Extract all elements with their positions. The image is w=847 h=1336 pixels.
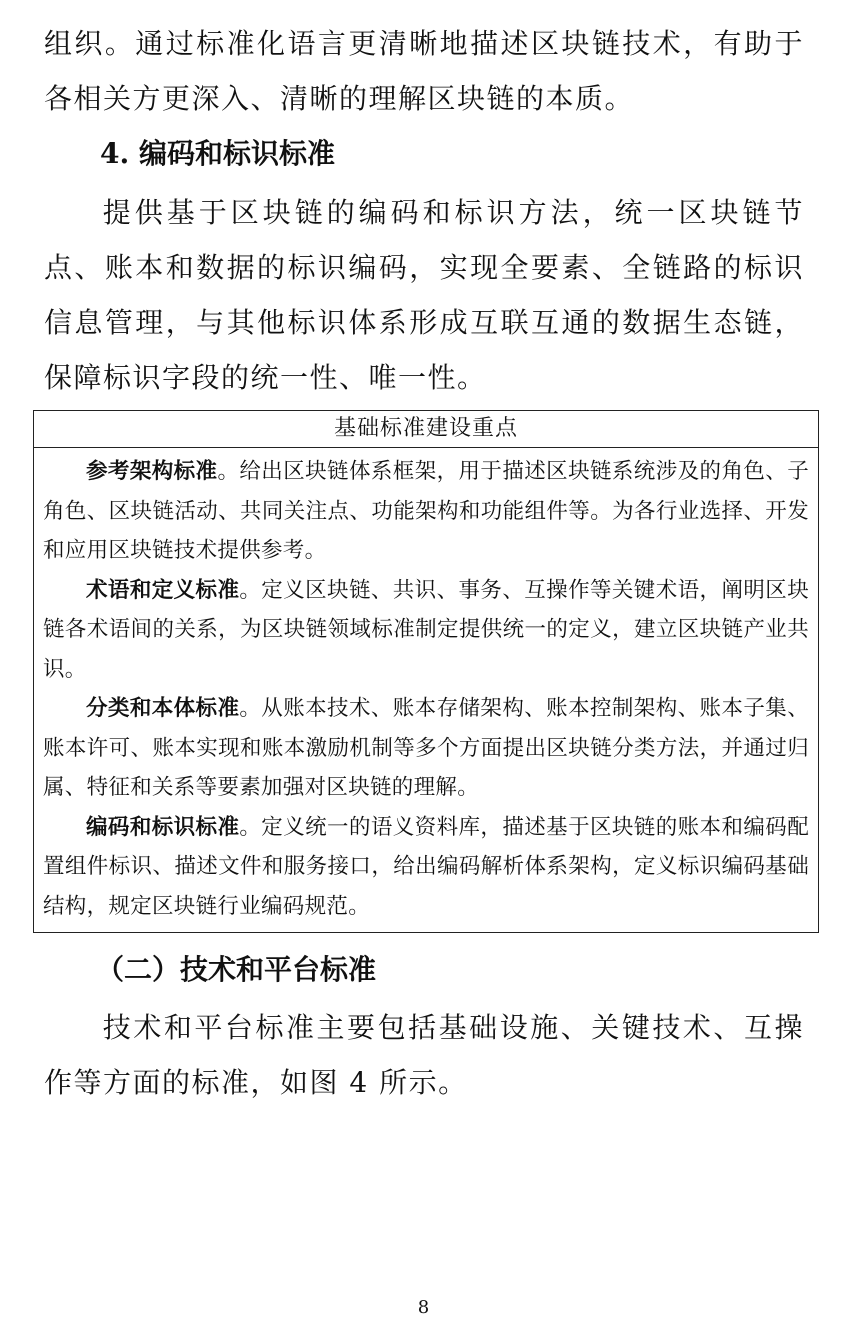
intro-paragraph: 组织。通过标准化语言更清晰地描述区块链技术，有助于各相关方更深入、清晰的理解区块链的本质。 [44, 27, 804, 115]
box-item-encoding [43, 808, 809, 927]
box-item-term: 编码和标识标准 [86, 814, 240, 840]
box-item-term: 术语和定义标准 [86, 577, 240, 603]
section-heading-technology-platform: （二）技术和平台标准 [96, 953, 377, 986]
box-item-text: 。定义区块链、共识、事务、互操作等关键术语，阐明区块链各术语间的关系，为区块链领域标准制定提供统一的定义，建立区块链产业共识。 [43, 577, 809, 682]
box-item-classification [43, 689, 809, 808]
box-item-reference-architecture [43, 452, 809, 571]
technology-platform-paragraph: 技术和平台标准主要包括基础设施、关键技术、互操作等方面的标准，如图 4 所示。 [44, 1011, 804, 1099]
box-item-text: 。给出区块链体系框架，用于描述区块链系统涉及的角色、子角色、区块链活动、共同关注点、功能架构和功能组件等。为各行业选择、开发和应用区块链技术提供参考。 [43, 459, 809, 563]
box-body [34, 448, 818, 926]
basic-standards-box [33, 410, 819, 933]
box-title: 基础标准建设重点 [34, 411, 818, 448]
box-item-term: 分类和本体标准 [86, 696, 240, 721]
box-item-text: 。定义统一的语义资料库，描述基于区块链的账本和编码配置组件标识、描述文件和服务接口，给出编码解析体系架构，定义标识编码基础结构，规定区块链行业编码规范。 [43, 814, 809, 919]
page-number: 8 [417, 1297, 430, 1318]
box-item-term: 参考架构标准 [86, 459, 218, 484]
heading-encoding-identification: 4. 编码和标识标准 [100, 137, 335, 170]
box-item-text: 。从账本技术、账本存储架构、账本控制架构、账本子集、账本许可、账本实现和账本激励机制等多个方面提出区块链分类方法，并通过归属、特征和关系等要素加强对区块链的理解。 [43, 696, 809, 800]
encoding-identification-paragraph: 提供基于区块链的编码和标识方法，统一区块链节点、账本和数据的标识编码，实现全要素、全链路的标识信息管理，与其他标识体系形成互联互通的数据生态链，保障标识字段的统一性、唯一性。 [44, 196, 804, 394]
box-item-terminology [43, 571, 809, 690]
